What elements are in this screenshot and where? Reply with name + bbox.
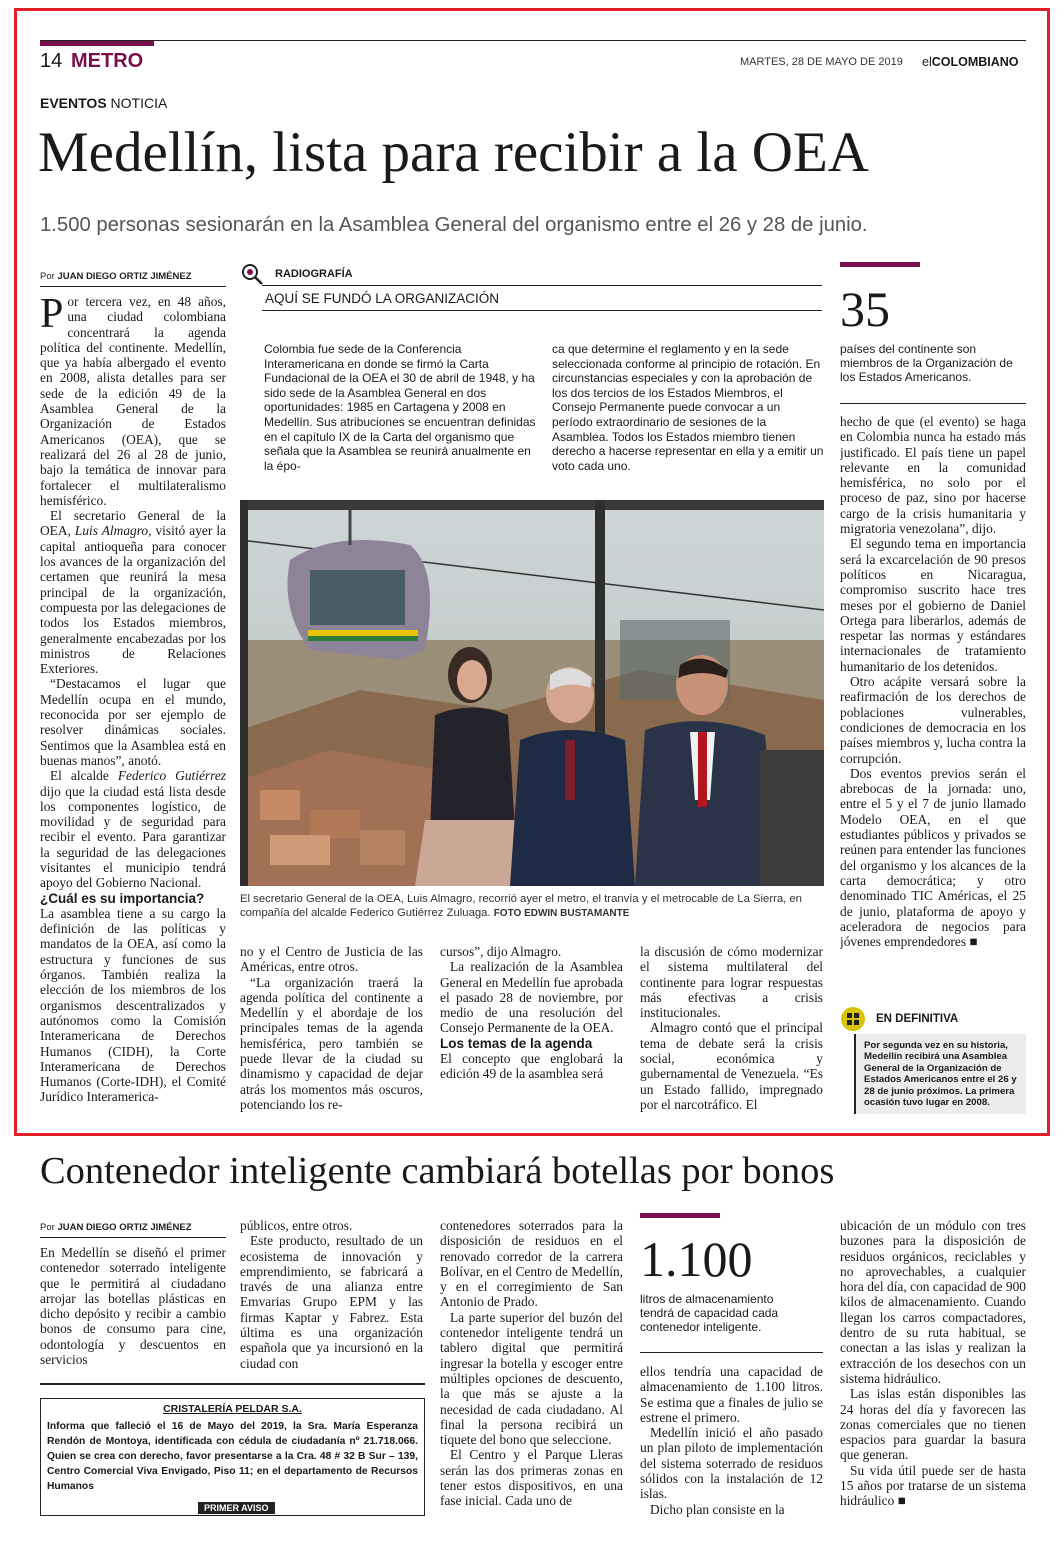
byline-prefix: Por [40,271,55,282]
article1-col2 [240,944,423,1134]
article2-col5 [840,1218,1026,1548]
paragraph: “La organización traerá la agenda política del continente a Medellín y el abordaje de los principales temas de la agenda hemisférica, pero también se puede llevar de la ciudad su dinamismo y capacidad de dejar atrás los momentos más oscuros, potenciando los re- [240,974,423,1112]
paragraph: En Medellín se diseñó el primer contenedor soterrado inteligente que le permitirá al ciudadano arrojar las botellas plásticas en dicho depósito y recibir a cambio bonos de consumo para cine, odontología y descuentos en servicios [40,1245,226,1368]
section-name: METRO [71,50,144,72]
notice-rule [40,1383,425,1385]
headline-2: Contenedor inteligente cambiará botellas por bonos [40,1150,835,1192]
photo-credit: FOTO EDWIN BUSTAMANTE [493,908,630,919]
paragraph: La parte superior del buzón del contenedor inteligente tendrá un tablero digital que permitirá ingresar la botella y escoger entre múltiples opciones de descuento, la que más se ajuste a la necesidad de cada ciudadano. Al final la persona recibirá un tiquete del bono que seleccione. [440,1309,623,1448]
article1-col5 [840,414,1026,986]
photo-caption [240,892,826,921]
end-mark: ■ [897,1493,906,1509]
metrocable-photo [240,500,824,886]
article1-col4 [640,944,823,1134]
stat-accent-bar [840,262,920,267]
radiografia-label: RADIOGRAFÍA [275,268,353,280]
headline: Medellín, lista para recibir a la OEA [38,121,869,184]
radiografia-title: AQUÍ SE FUNDÓ LA ORGANIZACIÓN [265,291,500,306]
radiografia-col2: ca que determine el reglamento y en la sede seleccionada conforme al principio de rotación. En circunstancias especiales y con la aprobación de los dos tercios de los Estados Miembros, el Consejo Permanente puede convocar a un período extraordinario de sesiones de la Asamblea. Todos los Estados miembro tienen derecho a hacerse representar en ella y a emitir un voto cada uno. [552,342,824,473]
dropcap: P [40,294,64,337]
header-rule [40,40,1026,41]
obituary-notice [40,1398,425,1516]
definitiva-label: EN DEFINITIVA [876,1013,959,1025]
paragraph: Este producto, resultado de un ecosistema de innovación y emprendimiento, se fabricará a través de una alianza entre Emvarias Grupo EPM y las firmas Kaptar y Fabrez. Esta última es una organización española que ya incursionó en la ciudad con [240,1233,423,1371]
text: dijo que la ciudad está lista desde los componentes logístico, de movilidad y de seguridad para recibir el evento. Para garantizar la seguridad de las delegaciones visitantes el municipio tendrá apoyo del Gobierno Nacional. [40,783,226,891]
page-number: 14 [40,50,63,72]
paragraph [40,508,226,676]
paragraph: ubicación de un módulo con tres buzones para la disposición de residuos orgánicos, reciclables y no aprovechables, a cualquier hora del día, con capacidad de 900 kilos de almacenamiento. Cuando llegan los carros compactadores, dentro de su ruta habitual, se conectan a las islas y realizan la extracción de los desechos con un sistema hidráulico. [840,1218,1026,1386]
lead-paragraph [40,294,226,508]
newspaper-logo [922,55,1019,69]
person-name: Luis Almagro [74,523,149,539]
text: El alcalde [50,768,109,784]
stat2-accent-bar [640,1213,720,1218]
definitiva-box [854,1034,1026,1114]
radiografia-rule [262,285,822,286]
logo-name: COLOMBIANO [931,55,1019,69]
lead-text: or tercera vez, en 48 años, una ciudad colombiana concentrará la agenda política del continente. Medellín, que ya había albergado el evento en 2008, alista detalles para ser sede de la edición 49 de la Asamblea General de la Organización de Estados Americanos (OEA), que se realizará del 26 al 28 de junio, bajo la temática de innovar para fortalecer el multilateralismo hemisférico. [40,294,226,508]
end-mark: ■ [969,934,978,950]
stat-number: 35 [840,281,890,337]
paragraph: Dicho plan consiste en la [650,1501,785,1517]
article2-col3 [440,1218,623,1548]
notice-title: CRISTALERÍA PELDAR S.A. [163,1403,302,1415]
article1-col3 [440,944,623,1134]
byline [40,271,192,282]
paragraph: cursos”, dijo Almagro. [440,944,562,959]
article2-col2 [240,1218,423,1374]
definitiva-icon [840,1006,866,1032]
byline-2 [40,1222,192,1233]
paragraph: “Destacamos el lugar que Medellín ocupa en el mundo, reconocida por ser ejemplo de resolver dinámicas sociales. Sentimos que la Asamblea está en buenas manos”, anotó. [40,676,226,768]
person-name: Federico Gutiérrez [117,768,226,784]
byline-rule [40,286,226,287]
paragraph: ellos tendría una capacidad de almacenamiento de 1.100 litros. Se estima que a finales de julio se estrene el primero. [640,1364,823,1425]
paragraph: hecho de que (el evento) se haga en Colombia nunca ha estado más justificado. El país tiene un papel relevante en la comunidad hemisférica, no solo por el proceso de paz, sino por hacerse cargo de la crisis humanitaria y migratoria venezolana”, dijo. [840,414,1026,537]
kicker [40,95,167,111]
paragraph [840,1463,1026,1509]
radiografia-rule [262,310,822,311]
notice-body: Informa que falleció el 16 de Mayo del 2019, la Sra. María Esperanza Rendón de Montoya, identificada con cédula de ciudadanía nº 21.718.066. Quien se crea con derecho, favor presentarse a la Cra. 48 # 32 B Sur – 139, Centro Comercial Viva Envigado, Piso 11; en el departamento de Recursos Humanos [47,1421,418,1492]
article2-col1 [40,1245,226,1375]
subhead: Los temas de la agenda [440,1035,593,1051]
article1-col1 [40,294,226,1134]
paragraph: El segundo tema en importancia será la excarcelación de 90 presos políticos en Nicaragua, compromiso suscrito hace tres meses por el gobierno de Daniel Ortega para liberarlos, además de respetar las normas y estándares internacionales de tratamiento humanitario de los detenidos. [840,536,1026,674]
paragraph: La asamblea tiene a su cargo la definición de las políticas y mandatos de la OEA, así como la estructura y funciones de sus órganos. También realiza la elección de los miembros de los organismos descentralizados y autónomos como la Comisión Interamericana de Derechos Humanos (CIDH), la Corte Interamericana de Derechos Humanos (Corte-IDH), el Comité Jurídico Interamerica- [40,905,226,1105]
logo-prefix: el [922,55,932,69]
deck: 1.500 personas sesionarán en la Asamblea General del organismo entre el 26 y 28 de junio. [40,214,868,236]
text: Su vida útil puede ser de hasta 15 años por tratarse de un sistema hidráulico [840,1462,1026,1509]
paragraph: La realización de la Asamblea General en Medellín fue aprobada el pasado 28 de noviembre, por medio de una resolución del Consejo Permanente de la OEA. [440,959,623,1036]
stat-text: países del continente son miembros de la Organización de los Estados Americanos. [840,342,1013,384]
text: , visitó ayer la capital antioqueña para conocer los avances de la organización del certamen que reunirá la mesa principal de la organización, compuesta por las delegaciones de todos los Estados miembros, generalmente encabezadas por los ministros de Relaciones Exteriores. [40,523,226,677]
text: Dos eventos previos serán el abrebocas de la jornada: uno, entre el 5 y el 7 de junio llamado Modelo OEA, en el que estudiantes públicos y privados se reúnen para entender las funciones del organismo y los alcances de la carta democrática; y otro denominado TIC Américas, el 25 de junio, plataforma de apoyo y aceleradora de negocios para jóvenes emprendedores [840,765,1026,950]
text: El secretario General de la OEA, [40,508,226,539]
radiografia-icon [240,262,264,286]
paragraph: El concepto que englobará la edición 49 de la asamblea será [440,1051,623,1082]
paragraph: la discusión de cómo modernizar el sistema multilateral del continente para lograr respuestas más efectivas a crisis institucionales. [640,944,823,1021]
byline-name: JUAN DIEGO ORTIZ JIMÉNEZ [57,1222,192,1233]
paragraph: no y el Centro de Justicia de las Américas, entre otros. [240,944,423,975]
paragraph: Almagro contó que el principal tema de debate será la crisis social, económica y gubernamental de Venezuela. “Es un Estado fallido, impregnado por el narcotráfico. El [640,1020,823,1112]
article2-col4 [640,1364,823,1548]
stat2-number: 1.100 [640,1231,753,1287]
stat2-rule [640,1352,823,1353]
issue-date: MARTES, 28 DE MAYO DE 2019 [740,56,903,68]
paragraph: públicos, entre otros. [240,1218,353,1233]
notice-tag: PRIMER AVISO [198,1502,275,1514]
paragraph [840,766,1026,950]
paragraph: Otro acápite versará sobre la reafirmación de los derechos de poblaciones vulnerables, condiciones de democracia en los países miembros y, lucha contra la corrupción. [840,674,1026,766]
definitiva-text: Por segunda vez en su historia, Medellín recibirá una Asamblea General de la Organización de Estados Americanos entre el 26 y 28 de junio próximos. La primera ocasión tuvo lugar en 2008. [864,1040,1017,1109]
paragraph: El Centro y el Parque Lleras serán las dos primeras zonas en tener estos dispositivos, en una fase inicial. Cada uno de [440,1447,623,1509]
stat-rule [840,403,1026,404]
kicker-bold: EVENTOS [40,95,107,111]
paragraph [40,768,226,890]
kicker-light: NOTICIA [110,95,168,111]
byline-name: JUAN DIEGO ORTIZ JIMÉNEZ [57,271,192,282]
byline-prefix: Por [40,1222,55,1233]
radiografia-col1: Colombia fue sede de la Conferencia Interamericana en donde se firmó la Carta Fundacional de la OEA el 30 de abril de 1948, y ha sido sede de la Asamblea General en dos oportunidades: 1985 en Cartagena y 2008 en Medellín. Sus atribuciones se encuentran definidas en el capítulo IX de la Carta del organismo que señala que la Asamblea se reunirá anualmente en la épo- [264,342,536,473]
paragraph: Medellín inició el año pasado un plan piloto de implementación del sistema soterrado de residuos sólidos con la instalación de 12 islas. [640,1425,823,1502]
paragraph: Las islas están disponibles las 24 horas del día y favorecen las zonas comerciales que no tienen espacios para guardar la basura que generan. [840,1386,1026,1463]
subhead: ¿Cuál es su importancia? [40,890,205,906]
paragraph: contenedores soterrados para la disposición de residuos en el renovado corredor de la carrera Bolívar, en el Centro de Medellín, y en el corregimiento de San Antonio de Prado. [440,1218,623,1310]
stat2-text: litros de almacenamiento tendrá de capacidad cada contenedor inteligente. [640,1292,779,1334]
caption-text: El secretario General de la OEA, Luis Almagro, recorrió ayer el metro, el tranvía y el metrocable de La Sierra, en compañía del alcalde Federico Gutiérrez Zuluaga. [240,893,802,919]
byline-rule [40,1237,226,1238]
